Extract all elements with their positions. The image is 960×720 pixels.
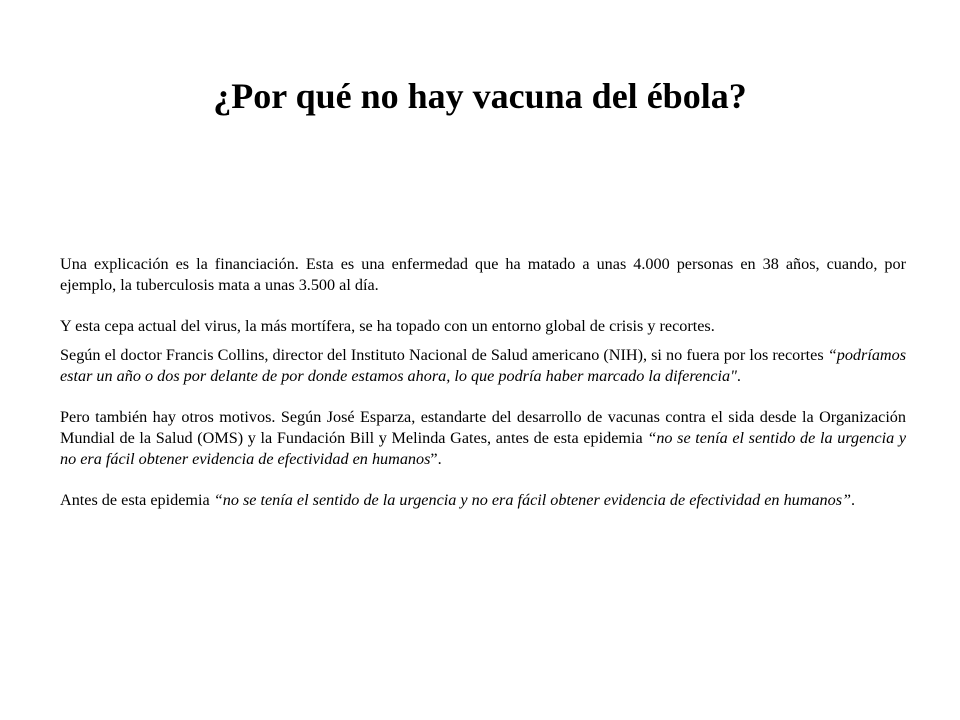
paragraph-collins [60,345,906,387]
paragraph-esparza [60,407,906,470]
paragraph-text: . [736,367,741,385]
slide-body [60,254,906,531]
quote-text: “no se tenía el sentido de la urgencia y no era fácil obtener evidencia de efectividad en humanos” [213,491,852,509]
paragraph-financing: Una explicación es la financiación. Esta es una enfermedad que ha matado a unas 4.000 personas en 38 años, cuando, por ejemplo, la tuberculosis mata a unas 3.500 al día. [60,255,906,294]
paragraph-text: Según el doctor Francis Collins, director del Instituto Nacional de Salud americano (NIH), si no fuera por los recortes [60,346,828,364]
paragraph-text: Pero también hay otros motivos. Según José Esparza, estandarte del desarrollo de vacunas contra el sida desde la Organización Mundial de la Salud (OMS) y la Fundación Bill y Melinda Gates, antes de esta epidemia [60,408,906,447]
paragraph-text: . [851,491,856,509]
paragraph-crisis: Y esta cepa actual del virus, la más mortífera, se ha topado con un entorno global de crisis y recortes. [60,317,715,335]
slide-title: ¿Por qué no hay vacuna del ébola? [213,76,747,116]
paragraph-epidemic [60,490,906,511]
quote-text: “no se tenía el sentido de la urgencia y no era fácil obtener evidencia de efectividad en humanos [60,429,906,468]
paragraph-text: Antes de esta epidemia [60,491,214,509]
quote-text: “podríamos estar un año o dos por delante de por donde estamos ahora, lo que podría haber marcado la diferencia" [60,346,906,385]
paragraph-text: ”. [430,450,442,468]
